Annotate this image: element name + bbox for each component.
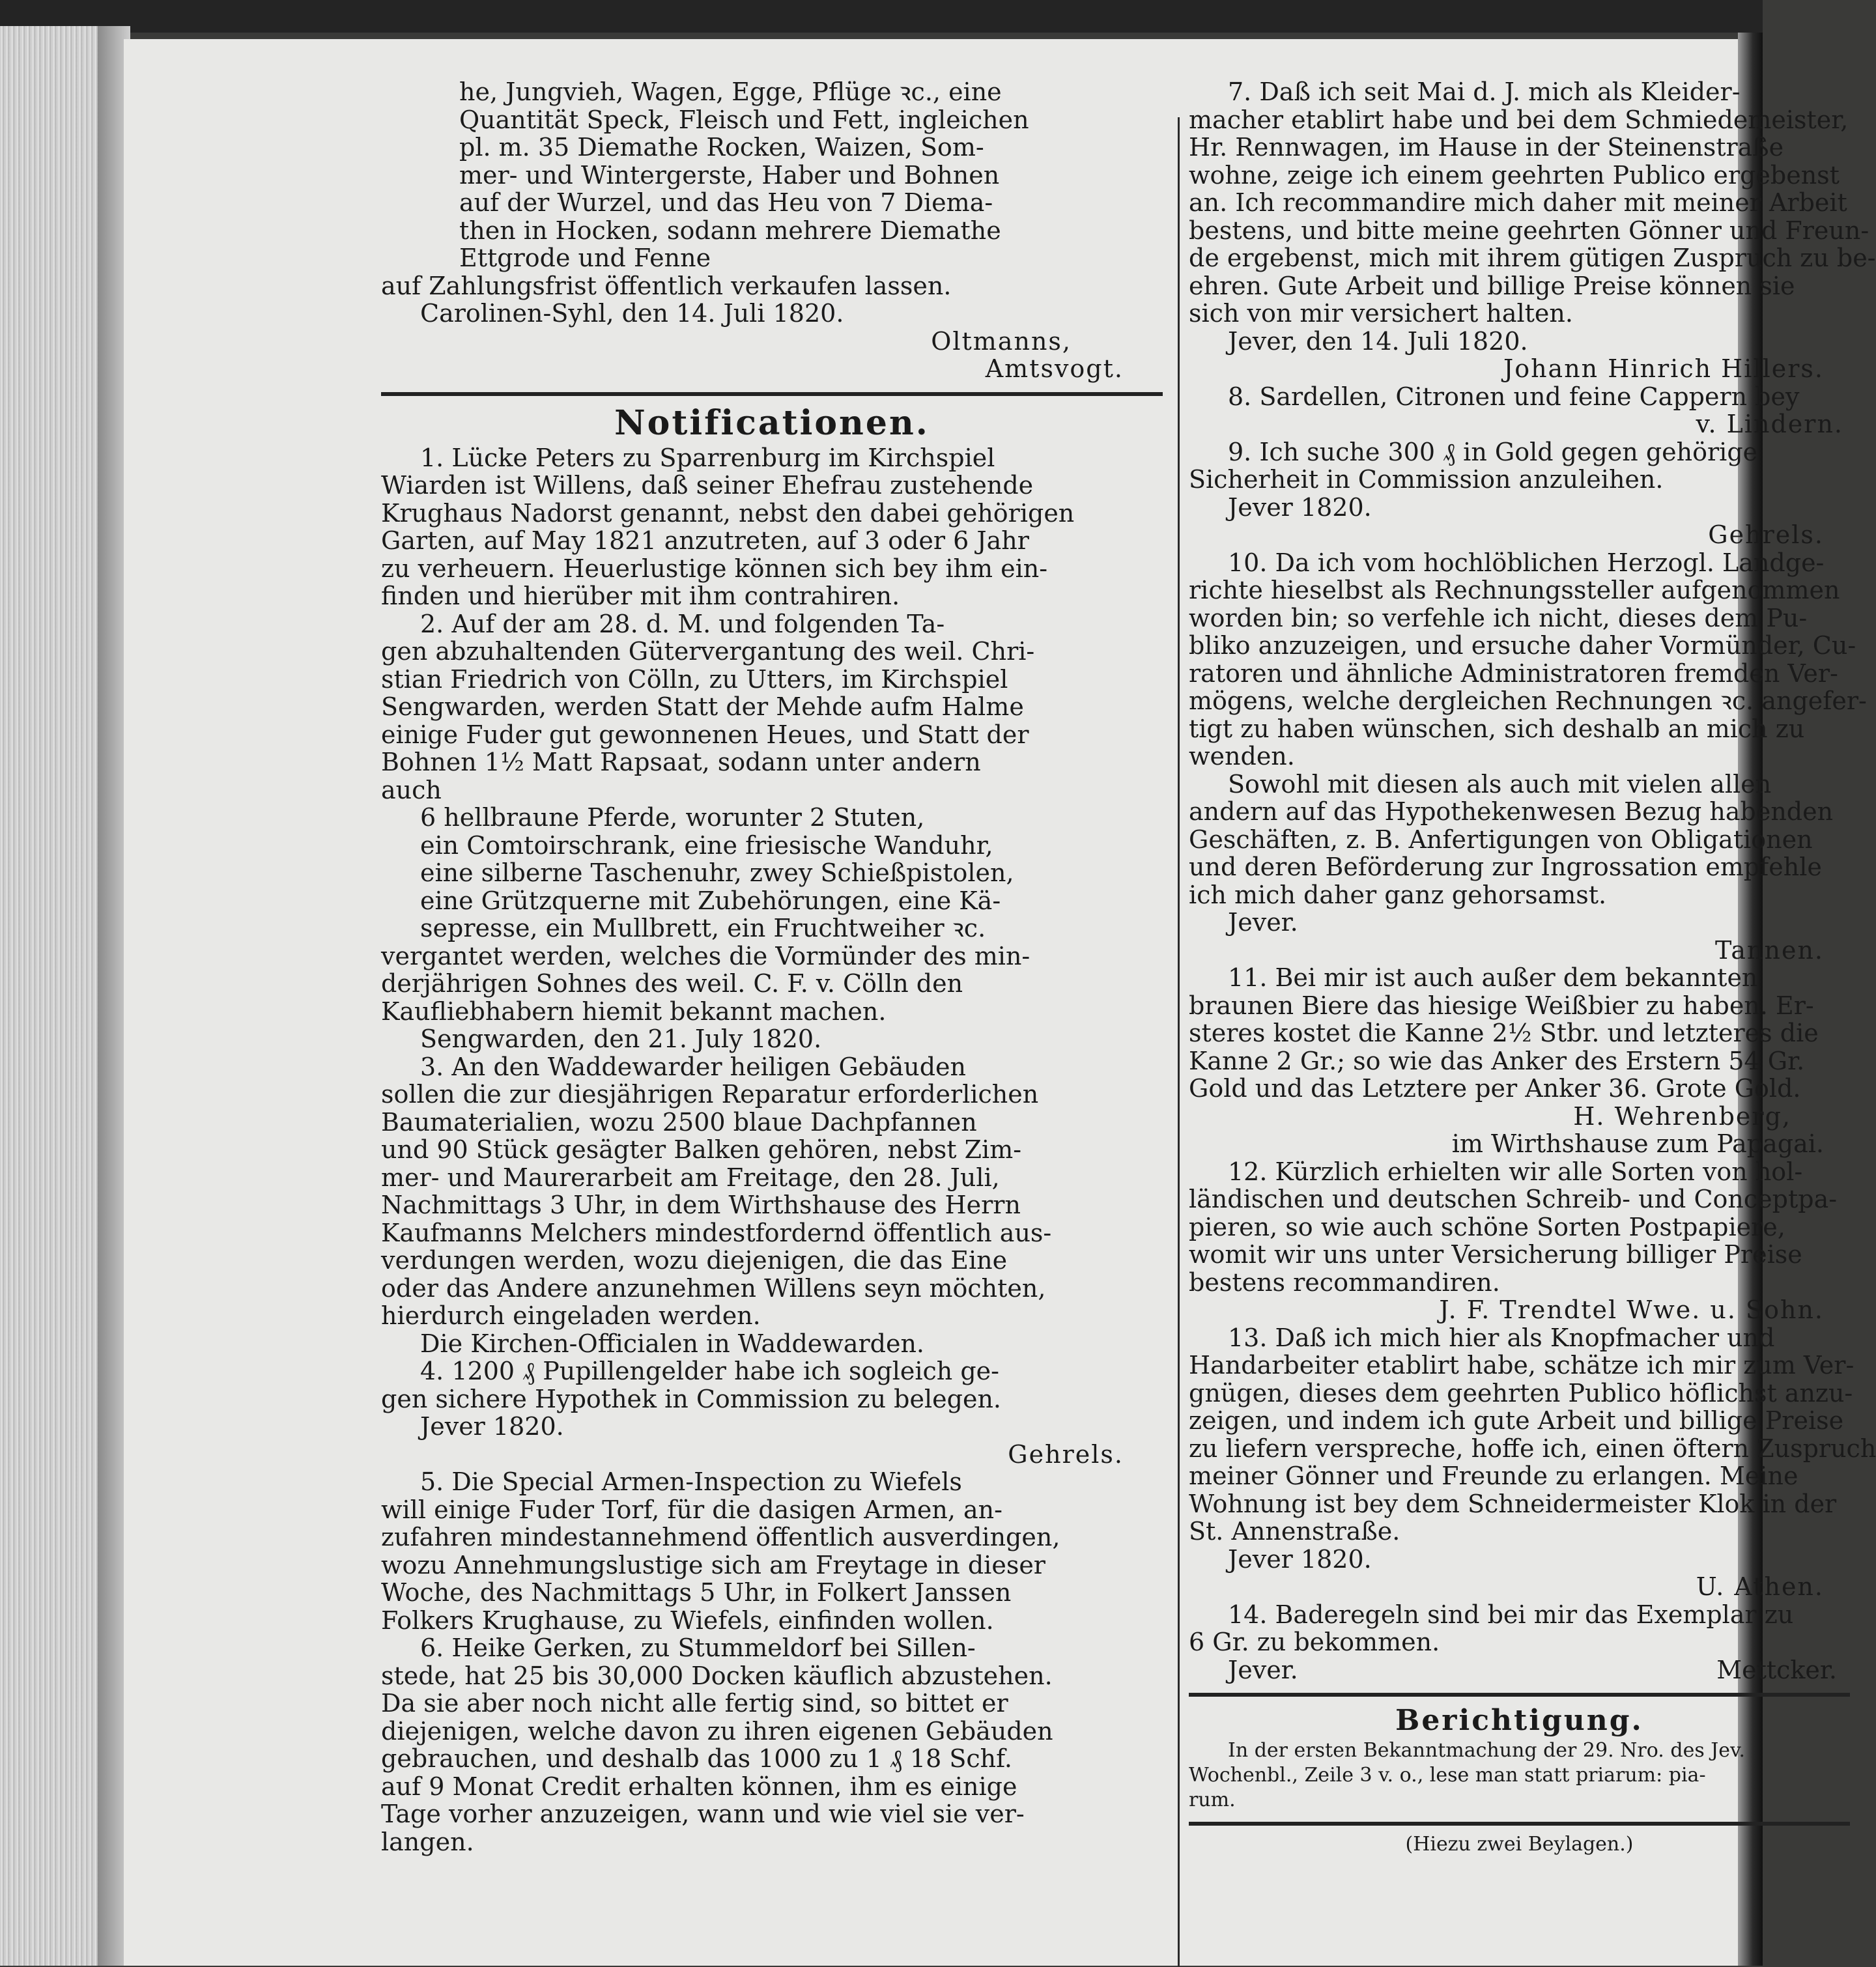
text-line: Da sie aber noch nicht alle fertig sind, so bittet er [381, 1689, 1008, 1718]
text-line: tigt zu haben wünschen, sich deshalb an mich zu [1189, 714, 1805, 743]
text-line: ländischen und deutschen Schreib- und Conceptpa- [1189, 1185, 1838, 1213]
text-line: meiner Gönner und Freunde zu erlangen. Meine [1189, 1462, 1798, 1490]
place: Jever. [1228, 1655, 1298, 1684]
text-line: langen. [381, 1827, 474, 1856]
text-line: Kanne 2 Gr.; so wie das Anker des Erstern 54 Gr. [1189, 1046, 1805, 1075]
text-line: Woche, des Nachmittags 5 Uhr, in Folkert Janssen [381, 1578, 1012, 1607]
text-line: bestens recommandiren. [1189, 1267, 1500, 1297]
text-line: 2. Auf der am 28. d. M. und folgenden Ta- [420, 609, 945, 638]
text-line: 1. Lücke Peters zu Sparrenburg im Kirchspiel [420, 443, 995, 472]
text-line: Nachmittags 3 Uhr, in dem Wirthshause des Herrn [381, 1191, 1021, 1219]
text-line: will einige Fuder Torf, für die dasigen Armen, an- [381, 1495, 1002, 1524]
text-line: Garten, auf May 1821 anzutreten, auf 3 oder 6 Jahr [381, 526, 1029, 555]
text-line: 6 Gr. zu bekommen. [1189, 1628, 1440, 1656]
text-line: worden bin; so verfehle ich nicht, dieses dem Pu- [1189, 603, 1808, 632]
notice-3 [381, 1053, 1163, 1358]
text-line: finden und hierüber mit ihm contrahiren. [381, 582, 900, 610]
section-rule [381, 392, 1163, 396]
text-line: sollen die zur diesjährigen Reparatur erforderlichen [381, 1080, 1039, 1109]
notice-5 [381, 1468, 1163, 1634]
signature: Tannen. [1714, 935, 1824, 965]
text-line: 5. Die Special Armen-Inspection zu Wiefels [420, 1467, 962, 1496]
text-line: auf Zahlungsfrist öffentlich verkaufen lassen. [381, 271, 952, 300]
notice-1 [381, 444, 1163, 610]
list-item: ein Comtoirschrank, eine friesische Wanduhr, [420, 830, 993, 860]
section-heading: Notificationen. [614, 403, 930, 443]
text-line: wohne, zeige ich einem geehrten Publico ergebenst [1189, 160, 1840, 190]
text-line: braunen Biere das hiesige Weißbier zu haben. Er- [1189, 991, 1814, 1020]
text-line: bestens, und bitte meine geehrten Gönner und Freun- [1189, 216, 1869, 245]
text-line: Wiarden ist Willens, daß seiner Ehefrau zustehende [381, 471, 1034, 500]
text-line: vergantet werden, welches die Vormünder des min- [381, 941, 1030, 970]
text-line: auf 9 Monat Credit erhalten können, ihm es einige [381, 1772, 1017, 1801]
text-line: ich mich daher ganz gehorsamst. [1189, 880, 1607, 909]
signature-title: Amtsvogt. [985, 354, 1124, 383]
text-line: 3. An den Waddewarder heiligen Gebäuden [420, 1052, 967, 1081]
text-line: he, Jungvieh, Wagen, Egge, Pflüge ꝛc., eine [459, 78, 1002, 106]
text-line: 9. Ich suche 300 ₰ in Gold gegen gehörige [1228, 437, 1758, 466]
notice-8 [1189, 383, 1850, 438]
text-line: womit wir uns unter Versicherung billiger Preise [1189, 1240, 1802, 1269]
place-date: Jever. [1228, 908, 1298, 937]
text-line: verdungen werden, wozu diejenigen, die das Eine [381, 1246, 1008, 1275]
list-item: eine Grützquerne mit Zubehörungen, eine Kä- [420, 886, 1001, 915]
text-line: 6. Heike Gerken, zu Stummeldorf bei Sillen- [420, 1634, 976, 1662]
signature: Die Kirchen-Officialen in Waddewarden. [420, 1329, 925, 1358]
place-date: Jever, den 14. Juli 1820. [1228, 326, 1528, 356]
text-line: und deren Beförderung zur Ingrossation empfehle [1189, 853, 1822, 881]
text-line: und 90 Stück gesägter Balken gehören, nebst Zim- [381, 1135, 1022, 1164]
text-line: 4. 1200 ₰ Pupillengelder habe ich sogleich ge- [420, 1357, 1000, 1385]
text-line: 8. Sardellen, Citronen und feine Cappern bey [1228, 382, 1800, 411]
place-date: Jever 1820. [1228, 1544, 1372, 1574]
notice-4 [381, 1357, 1163, 1468]
signature: v. Lindern. [1696, 410, 1843, 438]
text-line: derjährigen Sohnes des weil. C. F. v. Cölln den [381, 969, 963, 998]
notice-10 [1189, 548, 1867, 965]
notice-2 [381, 610, 1163, 1053]
section-rule [1189, 1822, 1850, 1826]
place-date: Carolinen-Syhl, den 14. Juli 1820. [420, 299, 844, 328]
text-line: gebrauchen, und deshalb das 1000 zu 1 ₰ 18 Schf. [381, 1744, 1012, 1773]
text-line: then in Hocken, sodann mehrere Diemathe [459, 216, 1001, 245]
text-line: Wochenbl., Zeile 3 v. o., lese man statt priarum: pia- [1189, 1764, 1706, 1787]
text-line: zufahren mindestannehmend öffentlich ausverdingen, [381, 1523, 1060, 1551]
text-line: mer- und Maurerarbeit am Freitage, den 28. Juli, [381, 1163, 1000, 1192]
place-date: Jever 1820. [1228, 492, 1372, 522]
notice-14 [1189, 1601, 1850, 1684]
text-line: richte hieselbst als Rechnungssteller aufgenommen [1189, 576, 1840, 604]
text-line: bliko anzuzeigen, und ersuche daher Vormünder, Cu- [1189, 631, 1856, 660]
left-column [381, 78, 1163, 1856]
signature: Gehrels. [1708, 520, 1824, 549]
text-line: Ettgrode und Fenne [459, 244, 711, 272]
text-line: Baumaterialien, wozu 2500 blaue Dachpfannen [381, 1107, 977, 1137]
text-line: auch [381, 775, 442, 804]
text-line: St. Annenstraße. [1189, 1517, 1400, 1546]
text-line: Folkers Krughause, zu Wiefels, einfinden wollen. [381, 1606, 994, 1635]
text-line: Kaufmanns Melchers mindestfordernd öffentlich aus- [381, 1218, 1052, 1247]
notice-9 [1189, 438, 1850, 549]
notice-6 [381, 1634, 1163, 1856]
text-line: zeigen, und indem ich gute Arbeit und billige Preise [1189, 1406, 1844, 1435]
section-rule [1189, 1693, 1850, 1697]
text-line: 11. Bei mir ist auch außer dem bekannten [1228, 963, 1758, 992]
text-line: Hr. Rennwagen, im Hause in der Steinenstraße [1189, 133, 1784, 162]
top-notice [381, 78, 1163, 272]
text-line: Krughaus Nadorst genannt, nebst den dabei gehörigen [381, 498, 1075, 528]
text-line: andern auf das Hypothekenwesen Bezug habenden [1189, 797, 1834, 826]
signature: Mettcker. [1716, 1655, 1837, 1684]
text-line: gen sichere Hypothek in Commission zu belegen. [381, 1384, 1002, 1413]
place-date: Jever 1820. [420, 1412, 564, 1441]
scan-top-bar [0, 0, 1763, 33]
text-line: 13. Daß ich mich hier als Knopfmacher und [1228, 1323, 1775, 1352]
notice-12 [1189, 1158, 1850, 1324]
text-line: 14. Baderegeln sind bei mir das Exemplar zu [1228, 1600, 1794, 1629]
text-line: Geschäften, z. B. Anfertigungen von Obligationen [1189, 825, 1813, 854]
text-line: an. Ich recommandire mich daher mit meiner Arbeit [1189, 188, 1847, 217]
signature: Oltmanns, [931, 326, 1072, 356]
text-line: ehren. Gute Arbeit und billige Preise können sie [1189, 271, 1795, 300]
text-line: Sowohl mit diesen als auch mit vielen allen [1228, 769, 1772, 799]
text-line: Gold und das Letztere per Anker 36. Grote Gold. [1189, 1074, 1801, 1103]
text-line: Quantität Speck, Fleisch und Fett, ingleichen [459, 105, 1029, 134]
supplements-note: (Hiezu zwei Beylagen.) [1405, 1833, 1634, 1856]
text-line: pl. m. 35 Diemathe Rocken, Waizen, Som- [459, 133, 984, 162]
text-line: stian Friedrich von Cölln, zu Utters, im Kirchspiel [381, 664, 1008, 694]
text-line: ratoren und ähnliche Administratoren fremden Ver- [1189, 658, 1838, 688]
text-line: 10. Da ich vom hochlöblichen Herzogl. Landge- [1228, 548, 1825, 577]
text-line: rum. [1189, 1789, 1236, 1811]
text-line: wenden. [1189, 742, 1295, 771]
signature: H. Wehrenberg, [1573, 1101, 1791, 1131]
text-line: einige Fuder gut gewonnenen Heues, und Statt der [381, 720, 1029, 749]
text-line: zu liefern verspreche, hoffe ich, einen öftern Zuspruch [1189, 1434, 1876, 1463]
notice-11 [1189, 964, 1850, 1158]
newspaper-page [124, 39, 1876, 1966]
text-line: gnügen, dieses dem geehrten Publico höflichst anzu- [1189, 1378, 1853, 1408]
list-item: sepresse, ein Mullbrett, ein Fruchtweiher ꝛc. [420, 914, 986, 942]
text-line: macher etablirt habe und bei dem Schmiedemeister, [1189, 105, 1849, 134]
signature: J. F. Trendtel Wwe. u. Sohn. [1439, 1295, 1824, 1324]
text-line: pieren, so wie auch schöne Sorten Postpapiere, [1189, 1212, 1785, 1241]
text-line: mer- und Wintergerste, Haber und Bohnen [459, 160, 1000, 190]
text-line: Handarbeiter etablirt habe, schätze ich mir zum Ver- [1189, 1351, 1855, 1380]
text-line: Bohnen 1½ Matt Rapsaat, sodann unter andern [381, 748, 981, 776]
signature: Gehrels. [1008, 1439, 1124, 1469]
place-date [1189, 1656, 1850, 1684]
text-line: sich von mir versichert halten. [1189, 299, 1573, 328]
list-item: eine silberne Taschenuhr, zwey Schießpistolen, [420, 858, 1014, 887]
column-divider [1178, 117, 1180, 1967]
text-line: 7. Daß ich seit Mai d. J. mich als Kleider- [1228, 78, 1741, 106]
correction-text [1189, 1738, 1850, 1813]
text-line: diejenigen, welche davon zu ihren eigenen Gebäuden [381, 1716, 1053, 1746]
correction-heading: Berichtigung. [1395, 1704, 1643, 1737]
signature: Johann Hinrich Hillers. [1503, 354, 1824, 383]
text-line: stede, hat 25 bis 30,000 Docken käuflich abzustehen. [381, 1661, 1053, 1690]
text-line: In der ersten Bekanntmachung der 29. Nro. des Jev. [1228, 1739, 1745, 1762]
signature: U. Athen. [1696, 1572, 1824, 1601]
text-line: de ergebenst, mich mit ihrem gütigen Zuspruch zu be- [1189, 244, 1876, 272]
text-line: zu verheuern. Heuerlustige können sich bey ihm ein- [381, 554, 1048, 583]
text-line: auf der Wurzel, und das Heu von 7 Diema- [459, 188, 993, 217]
text-line: gen abzuhaltenden Gütervergantung des weil. Chri- [381, 637, 1035, 666]
text-line: Wohnung ist bey dem Schneidermeister Klok in der [1189, 1489, 1837, 1518]
text-line: 12. Kürzlich erhielten wir alle Sorten von hol- [1228, 1157, 1803, 1186]
text-line: Sengwarden, werden Statt der Mehde aufm Halme [381, 692, 1024, 721]
list-item: 6 hellbraune Pferde, worunter 2 Stuten, [420, 803, 925, 832]
text-line: steres kostet die Kanne 2½ Stbr. und letzteres die [1189, 1019, 1819, 1047]
text-line: Tage vorher anzuzeigen, wann und wie viel sie ver- [381, 1800, 1025, 1828]
text-line: mögens, welche dergleichen Rechnungen ꝛc. angefer- [1189, 686, 1867, 715]
signature-address: im Wirthshause zum Papagai. [1451, 1129, 1824, 1158]
text-line: hierdurch eingeladen werden. [381, 1301, 761, 1330]
right-column [1189, 78, 1876, 1857]
notice-7 [1189, 78, 1876, 383]
text-line: oder das Andere anzunehmen Willens seyn möchten, [381, 1273, 1046, 1303]
text-line: Sicherheit in Commission anzuleihen. [1189, 465, 1664, 494]
place-date: Sengwarden, den 21. July 1820. [420, 1025, 822, 1053]
text-line: wozu Annehmungslustige sich am Freytage in dieser [381, 1550, 1045, 1579]
notice-13 [1189, 1323, 1876, 1601]
text-line: Kaufliebhabern hiemit bekannt machen. [381, 997, 887, 1026]
